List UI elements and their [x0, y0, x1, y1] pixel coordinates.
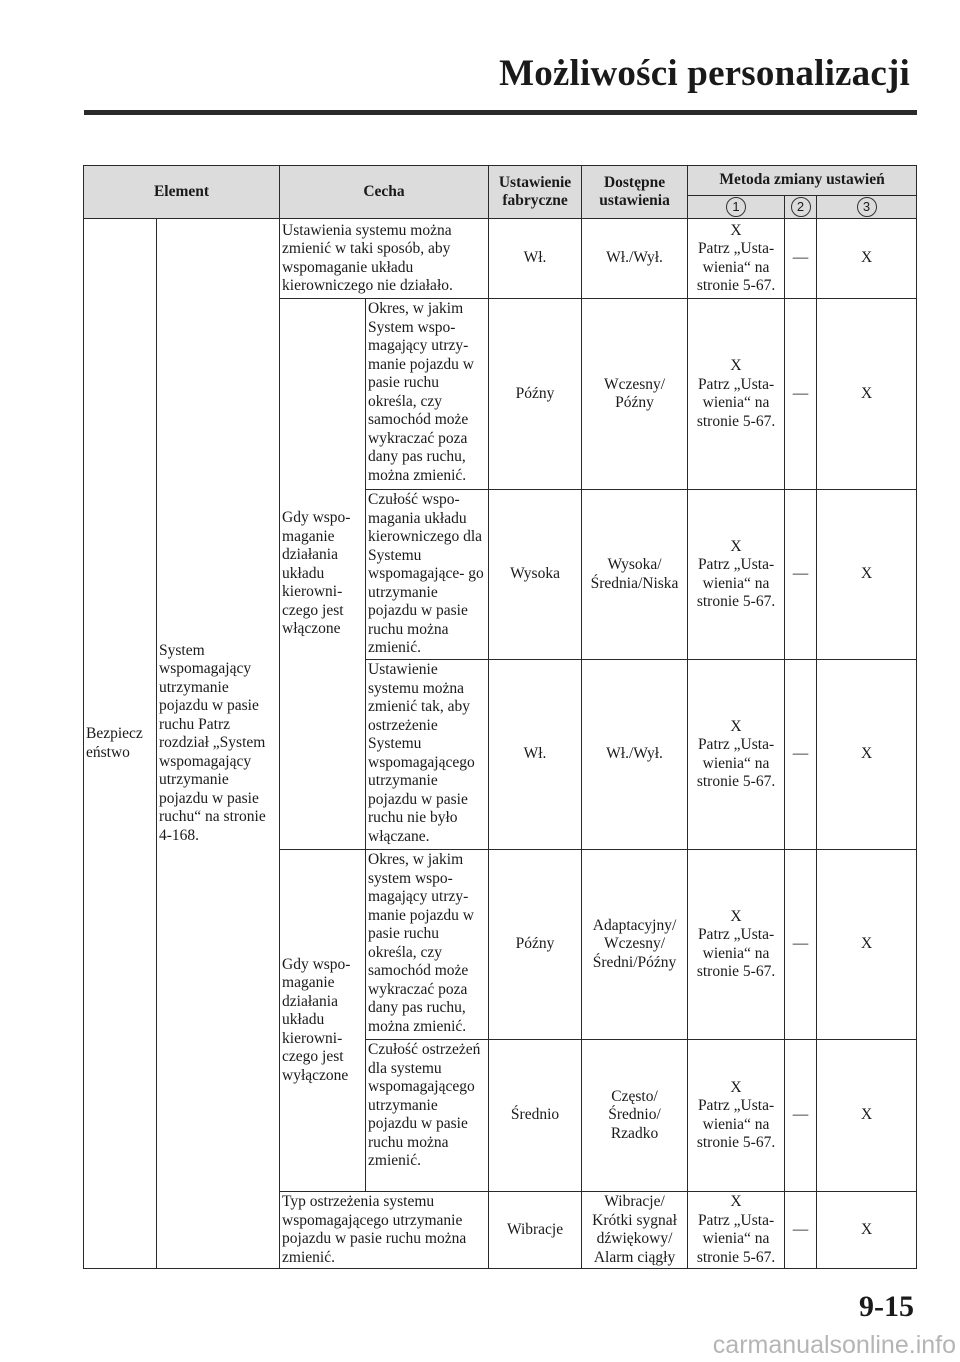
available-cell: Wczesny/ Późny [582, 299, 688, 490]
method-1-mark: X [730, 717, 742, 735]
feature-cell: Okres, w jakim System wspo- magający utrzy- manie pojazdu w pasie ruchu określa, czy samochód może wykraczać poza dany pas ruchu, można zmienić. [366, 299, 489, 490]
method-2-cell: — [785, 850, 817, 1040]
method-2-cell: — [785, 299, 817, 490]
group-on-cell: Gdy wspo- maganie działania układu kierowni- czego jest włączone [280, 299, 366, 850]
method-3-cell: X [817, 1040, 917, 1192]
system-cell: System wspomagający utrzymanie pojazdu w pasie ruchu Patrz rozdział „System wspomagający utrzymanie pojazdu w pasie ruchu“ na stronie 4-168. [157, 219, 280, 1269]
feature-cell: Okres, w jakim system wspo- magający utrzy- manie pojazdu w pasie ruchu określa, czy samochód może wykraczać poza dany pas ruchu, można zmienić. [366, 850, 489, 1040]
factory-cell: Wibracje [489, 1192, 582, 1269]
feature-cell: Typ ostrzeżenia systemu wspomagającego utrzymanie pojazdu w pasie ruchu można zmienić. [280, 1192, 489, 1269]
page-title: Możliwości personalizacji [499, 53, 910, 94]
available-cell: Wibracje/ Krótki sygnał dźwiękowy/ Alarm ciągły [582, 1192, 688, 1269]
feature-cell: Czułość wspo- magania układu kierowniczego dla Systemu wspomagające- go utrzymanie pojazdu w pasie ruchu można zmienić. [366, 490, 489, 660]
header-method-2 [785, 196, 817, 219]
element-cell: Bezpiecz eństwo [84, 219, 157, 1269]
method-1-mark: X [730, 1078, 742, 1096]
factory-cell: Wł. [489, 660, 582, 850]
header-method-3 [817, 196, 917, 219]
available-cell: Wysoka/ Średnia/Niska [582, 490, 688, 660]
feature-cell: Ustawienie systemu można zmienić tak, aby ostrzeżenie Systemu wspomagającego utrzymanie pojazdu w pasie ruchu nie było włączane. [366, 660, 489, 850]
available-cell: Często/ Średnio/ Rzadko [582, 1040, 688, 1192]
method-3-cell: X [817, 490, 917, 660]
factory-cell: Średnio [489, 1040, 582, 1192]
method-1-mark: X [730, 907, 742, 925]
page-number: 9-15 [859, 1290, 914, 1323]
method-2-cell: — [785, 660, 817, 850]
method-1-cell [688, 850, 785, 1040]
method-1-ref: Patrz „Usta- wienia“ na stronie 5-67. [696, 926, 776, 980]
method-1-cell [688, 490, 785, 660]
watermark: carmanualsonline.info [712, 1331, 956, 1359]
method-1-cell [688, 1040, 785, 1192]
method-1-ref: Patrz „Usta- wienia“ na stronie 5-67. [696, 240, 776, 294]
settings-table [83, 165, 917, 1269]
method-2-cell: — [785, 219, 817, 299]
factory-cell: Wysoka [489, 490, 582, 660]
factory-cell: Późny [489, 850, 582, 1040]
method-1-ref: Patrz „Usta- wienia“ na stronie 5-67. [696, 556, 776, 610]
method-3-cell: X [817, 660, 917, 850]
method-2-cell: — [785, 1040, 817, 1192]
circled-number-1-icon: 1 [726, 197, 746, 217]
method-3-cell: X [817, 219, 917, 299]
circled-number-3-icon: 3 [857, 197, 877, 217]
method-1-cell [688, 219, 785, 299]
method-3-cell: X [817, 1192, 917, 1269]
header-feature: Cecha [280, 166, 489, 219]
factory-cell: Późny [489, 299, 582, 490]
available-cell: Adaptacyjny/ Wczesny/ Średni/Późny [582, 850, 688, 1040]
method-1-mark: X [730, 221, 742, 239]
header-factory: Ustawienie fabryczne [489, 166, 582, 219]
available-cell: Wł./Wył. [582, 219, 688, 299]
header-available: Dostępne ustawienia [582, 166, 688, 219]
header-element: Element [84, 166, 280, 219]
method-3-cell: X [817, 850, 917, 1040]
method-1-ref: Patrz „Usta- wienia“ na stronie 5-67. [696, 736, 776, 790]
group-off-cell: Gdy wspo- maganie działania układu kierowni- czego jest wyłączone [280, 850, 366, 1192]
method-1-mark: X [730, 357, 742, 374]
available-cell: Wł./Wył. [582, 660, 688, 850]
factory-cell: Wł. [489, 219, 582, 299]
method-2-cell: — [785, 1192, 817, 1269]
method-1-cell [688, 660, 785, 850]
method-1-ref: Patrz „Usta- wienia“ na stronie 5-67. [696, 375, 776, 430]
circled-number-2-icon: 2 [791, 197, 811, 217]
method-1-mark: X [730, 537, 742, 555]
method-1-cell [688, 1192, 785, 1269]
feature-cell: Ustawienia systemu można zmienić w taki sposób, aby wspomaganie układu kierowniczego nie działało. [280, 219, 489, 299]
feature-cell: Czułość ostrzeżeń dla systemu wspomagającego utrzymanie pojazdu w pasie ruchu można zmienić. [366, 1040, 489, 1192]
method-1-ref: Patrz „Usta- wienia“ na stronie 5-67. [696, 1097, 776, 1151]
table-row [84, 219, 917, 299]
header-method-1 [688, 196, 785, 219]
title-rule [84, 110, 917, 115]
method-3-cell: X [817, 299, 917, 490]
method-1-ref: Patrz „Usta- wienia“ na stronie 5-67. [696, 1211, 776, 1266]
method-2-cell: — [785, 490, 817, 660]
method-1-cell [688, 299, 785, 490]
method-1-mark: X [730, 1193, 742, 1210]
header-method: Metoda zmiany ustawień [688, 166, 917, 196]
